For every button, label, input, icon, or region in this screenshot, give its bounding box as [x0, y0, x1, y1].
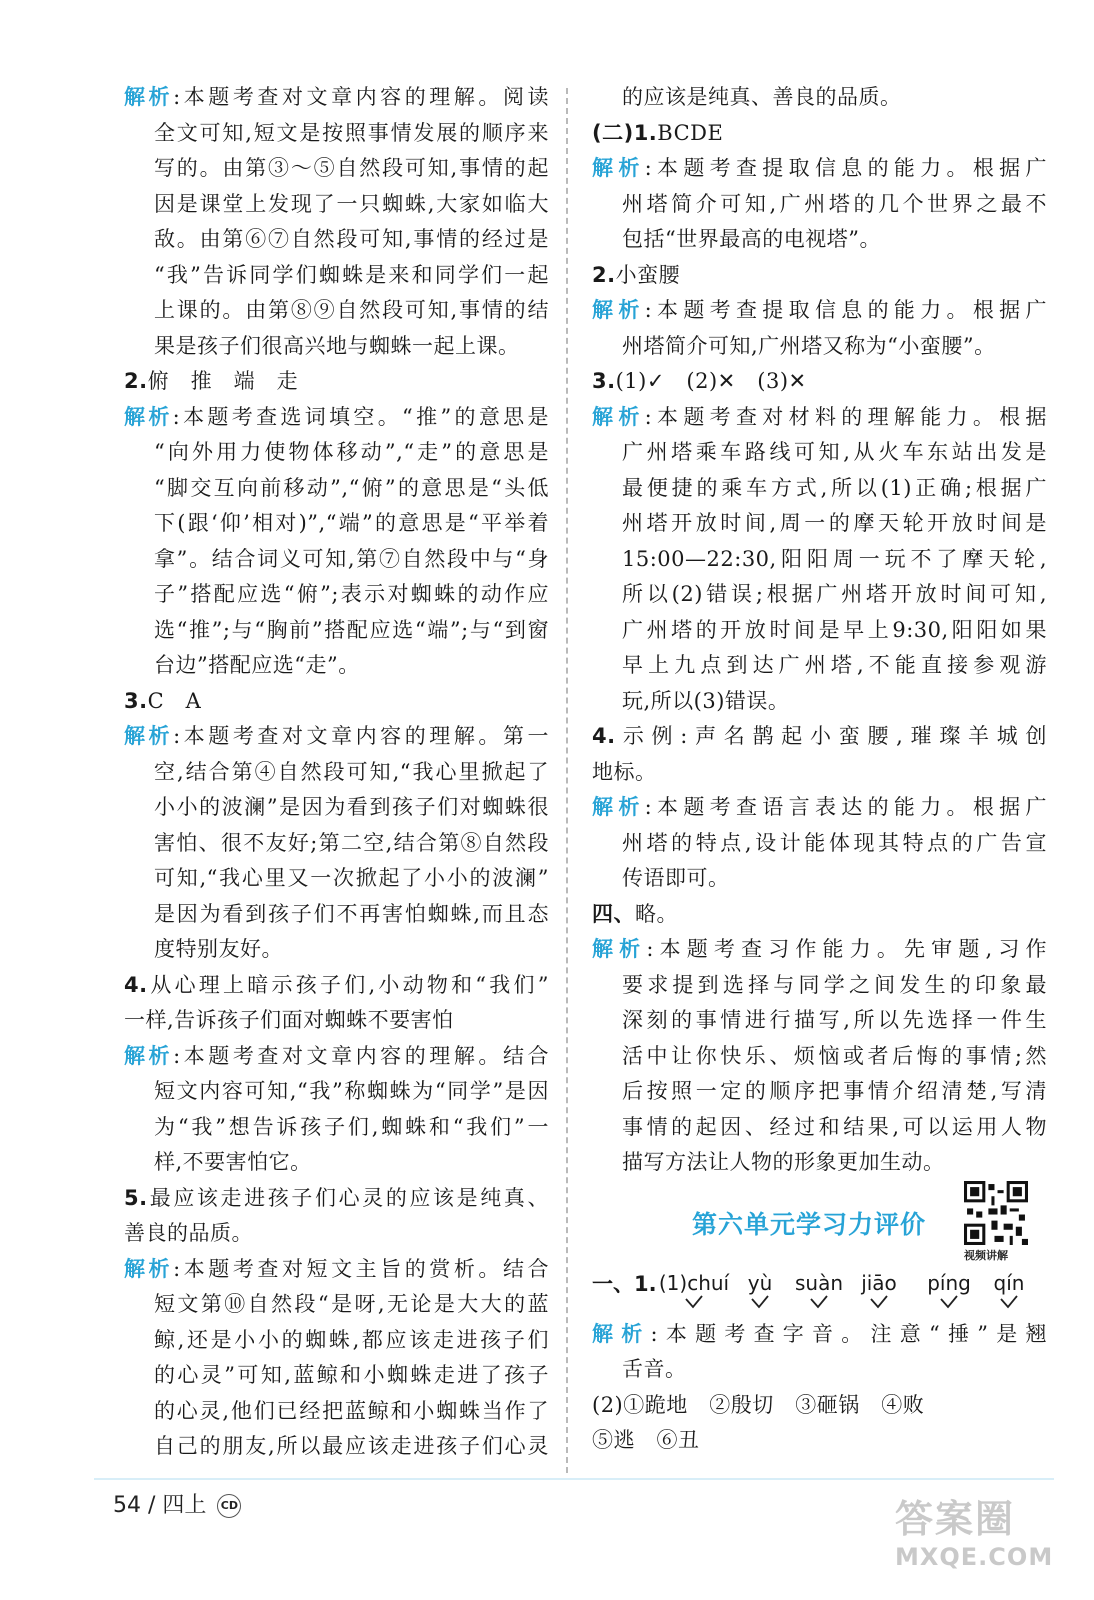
question-number: 2.	[592, 262, 616, 287]
question-number: 4.	[124, 972, 148, 997]
answer-line	[592, 897, 1047, 933]
text-line	[124, 826, 549, 862]
line-text: 上课的。由第⑧⑨自然段可知,事情的结	[154, 298, 549, 322]
analysis-line	[592, 1317, 1047, 1353]
line-text: 州塔开放时间,周一的摩天轮开放时间是	[622, 511, 1047, 535]
line-text: (1)✓ (2)✕ (3)✕	[615, 369, 807, 393]
question-number: 四、	[592, 901, 635, 926]
question-number: 2.	[124, 369, 148, 393]
line-text: 要求提到选择与同学之间发生的印象最	[622, 972, 1047, 997]
line-text: :本题考查对文章内容的理解。第一	[173, 724, 549, 748]
right-column	[592, 80, 1047, 1459]
text-line	[592, 222, 1047, 258]
watermark	[895, 1488, 1065, 1588]
analysis-tag: 解析	[124, 404, 173, 429]
text-line	[592, 861, 1047, 897]
line-text: 可知,“我心里又一次掀起了小小的波澜”	[154, 866, 549, 890]
analysis-line	[124, 1252, 549, 1288]
text-line	[124, 293, 549, 329]
text-line	[124, 471, 549, 507]
right-column-part-a	[592, 80, 1047, 1181]
analysis-tag: 解析	[592, 1321, 651, 1346]
text-line	[124, 790, 549, 826]
unit-title: 第六单元学习力评价	[692, 1209, 927, 1239]
line-text: 台边”搭配应选“走”。	[154, 653, 360, 677]
line-text: 短文内容可知,“我”称蜘蛛为“同学”是因	[154, 1079, 549, 1103]
text-line	[592, 613, 1047, 649]
right-column-part-b	[592, 1317, 1047, 1459]
text-line	[124, 755, 549, 791]
text-line	[124, 1216, 549, 1252]
line-text: 的心灵,他们已经把蓝鲸和小蜘蛛当作了	[154, 1398, 549, 1423]
line-text: :本题考查对短文主旨的赏析。结合	[173, 1256, 549, 1281]
line-text: “向外用力使物体移动”,“走”的意思是	[154, 440, 549, 464]
line-text: 是因为看到孩子们不再害怕蜘蛛,而且态	[154, 901, 549, 926]
analysis-line	[592, 790, 1047, 826]
line-text: 略。	[635, 901, 678, 926]
answer-line	[124, 968, 549, 1004]
check-mark-icon	[683, 1295, 705, 1309]
text-line	[124, 613, 549, 649]
answer-line	[592, 719, 1047, 755]
pinyin-text: píng	[927, 1270, 971, 1295]
line-text: 描写方法让人物的形象更加生动。	[622, 1150, 945, 1174]
question-number: 5.	[124, 1185, 148, 1210]
text-line	[124, 1358, 549, 1394]
line-text: 从心理上暗示孩子们,小动物和“我们”	[147, 972, 549, 997]
line-text: :本题考查对文章内容的理解。阅读	[173, 85, 549, 109]
line-text: 样,不要害怕它。	[154, 1150, 312, 1174]
line-text: “脚交互向前移动”,“俯”的意思是“头低	[154, 475, 549, 500]
line-text: 拿”。结合词义可知,第⑦自然段中与“身	[154, 546, 549, 571]
text-line	[124, 329, 549, 365]
analysis-line	[124, 400, 549, 436]
text-line	[592, 755, 1047, 791]
text-line	[592, 968, 1047, 1004]
text-line	[124, 222, 549, 258]
text-line	[124, 258, 549, 294]
text-line	[592, 1145, 1047, 1181]
line-text: 舌音。	[622, 1357, 687, 1381]
pinyin-item	[742, 1271, 778, 1309]
text-line	[592, 187, 1047, 223]
text-line	[592, 1388, 1047, 1424]
line-text: 广州塔的开放时间是早上9:30,阳阳如果	[622, 617, 1047, 642]
line-text: 因是课堂上发现了一只蜘蛛,大家如临大	[154, 191, 549, 216]
text-line	[124, 1394, 549, 1430]
text-line	[124, 577, 549, 613]
pinyin-text: (1)chuí	[658, 1270, 730, 1295]
line-text: 的心灵”可知,蓝鲸和小蜘蛛走进了孩子	[154, 1363, 549, 1387]
text-line	[592, 826, 1047, 862]
text-line	[592, 1074, 1047, 1110]
text-line	[124, 506, 549, 542]
check-mark-icon	[938, 1295, 960, 1309]
text-line	[592, 577, 1047, 613]
line-text: 空,结合第④自然段可知,“我心里掀起了	[154, 759, 549, 784]
text-line	[592, 471, 1047, 507]
check-mark-icon	[749, 1295, 771, 1309]
text-line	[124, 435, 549, 471]
line-text: 早上九点到达广州塔,不能直接参观游	[622, 653, 1047, 677]
line-text: 深刻的事情进行描写,所以先选择一件生	[622, 1008, 1047, 1032]
pinyin-item	[854, 1271, 904, 1309]
question-number: 4.	[592, 724, 616, 748]
text-line	[592, 80, 1047, 116]
line-text: “我”告诉同学们蜘蛛是来和同学们一起	[154, 262, 549, 287]
line-text: 全文可知,短文是按照事情发展的顺序来	[154, 120, 549, 145]
analysis-tag: 解析	[592, 937, 647, 961]
line-text: :本题考查习作能力。先审题,习作	[646, 937, 1048, 961]
check-mark-icon	[808, 1295, 830, 1309]
text-line	[592, 329, 1047, 365]
question-number: 一、1.	[592, 1271, 657, 1296]
line-text: 州塔简介可知,广州塔的几个世界之最不	[622, 191, 1047, 216]
line-text: 善良的品质。	[124, 1221, 253, 1245]
line-text: 为“我”想告诉孩子们,蜘蛛和“我们”一	[154, 1114, 549, 1139]
analysis-tag: 解析	[592, 795, 645, 819]
text-line	[124, 1003, 549, 1039]
line-text: 最应该走进孩子们心灵的应该是纯真、	[147, 1185, 549, 1210]
page-number	[113, 1488, 241, 1519]
pinyin-text: jiāo	[861, 1270, 897, 1295]
line-text: 广州塔乘车路线可知,从火车东站出发是	[622, 440, 1047, 464]
qr-label: 视频讲解	[964, 1248, 1008, 1262]
edition-badge: CD	[217, 1494, 241, 1518]
line-text: :本题考查字音。注意“捶”是翘	[650, 1321, 1048, 1346]
text-line	[124, 932, 549, 968]
line-text: 自己的朋友,所以最应该走进孩子们心灵	[154, 1434, 549, 1458]
question-number: 3.	[124, 688, 148, 713]
line-text: 事情的起因、经过和结果,可以运用人物	[622, 1114, 1047, 1139]
line-text: 示例:声名鹊起小蛮腰,璀璨羊城创	[615, 724, 1047, 748]
analysis-tag: 解析	[592, 404, 645, 429]
line-text: BCDE	[657, 120, 724, 145]
qr-code-icon[interactable]	[964, 1181, 1028, 1245]
line-text: (2)①跪地 ②殷切 ③砸锅 ④败	[592, 1392, 925, 1417]
line-text: 俯 推 端 走	[147, 369, 299, 393]
unit-header	[592, 1181, 1047, 1271]
line-text: :本题考查提取信息的能力。根据广	[644, 156, 1047, 180]
watermark-logo: 答案圈	[895, 1497, 1016, 1541]
text-line	[124, 861, 549, 897]
line-text: 小蛮腰	[615, 262, 681, 287]
line-text: :本题考查对材料的理解能力。根据	[644, 404, 1047, 429]
text-line	[592, 542, 1047, 578]
analysis-line	[592, 293, 1047, 329]
line-text: 选“推”;与“胸前”搭配应选“端”;与“到窗	[154, 617, 549, 642]
answer-line	[124, 684, 549, 720]
pinyin-text: suàn	[794, 1270, 844, 1295]
line-text: 害怕、很不友好;第二空,结合第⑧自然段	[154, 830, 549, 855]
pinyin-text: qín	[993, 1270, 1025, 1295]
line-text: ⑤逃 ⑥丑	[592, 1428, 700, 1452]
text-line	[592, 1003, 1047, 1039]
line-text: 所以(2)错误;根据广州塔开放时间可知,	[622, 582, 1047, 606]
pinyin-item	[922, 1271, 976, 1309]
answer-line	[592, 116, 1047, 152]
text-line	[592, 1110, 1047, 1146]
text-line	[124, 187, 549, 223]
analysis-tag: 解析	[124, 724, 174, 748]
line-text: 鲸,还是小小的蜘蛛,都应该走进孩子们	[154, 1327, 549, 1352]
analysis-line	[124, 719, 549, 755]
text-line	[592, 684, 1047, 720]
pinyin-text: yù	[747, 1270, 773, 1295]
line-text: :本题考查对文章内容的理解。结合	[173, 1043, 549, 1068]
watermark-url: MXQE.COM	[895, 1543, 1054, 1571]
analysis-line	[124, 80, 549, 116]
text-line	[124, 648, 549, 684]
line-text: 下(跟‘仰’相对)”,“端”的意思是“平举着	[154, 511, 549, 535]
text-line	[124, 1287, 549, 1323]
line-text: 活中让你快乐、烦恼或者后悔的事情;然	[622, 1043, 1047, 1068]
line-text: 州塔简介可知,广州塔又称为“小蛮腰”。	[622, 333, 996, 358]
line-text: 的应该是纯真、善良的品质。	[622, 85, 902, 109]
text-line	[124, 151, 549, 187]
line-text: 最便捷的乘车方式,所以(1)正确;根据广	[622, 475, 1047, 500]
line-text: 15:00—22:30,阳阳周一玩不了摩天轮,	[622, 546, 1047, 571]
answer-line	[124, 1181, 549, 1217]
line-text: 小小的波澜”是因为看到孩子们对蜘蛛很	[154, 795, 549, 819]
text-line	[124, 1110, 549, 1146]
line-text: 传语即可。	[622, 866, 730, 890]
analysis-tag: 解析	[124, 85, 174, 109]
check-mark-icon	[868, 1295, 890, 1309]
analysis-line	[592, 932, 1047, 968]
text-line	[592, 506, 1047, 542]
line-text: 写的。由第③～⑤自然段可知,事情的起	[154, 156, 549, 180]
line-text: 短文第⑩自然段“是呀,无论是大大的蓝	[154, 1292, 549, 1316]
pinyin-item	[986, 1271, 1032, 1309]
analysis-tag: 解析	[124, 1043, 174, 1068]
check-mark-icon	[998, 1295, 1020, 1309]
text-line	[124, 542, 549, 578]
left-column	[124, 80, 549, 1465]
text-line	[592, 1352, 1047, 1388]
line-text: 玩,所以(3)错误。	[622, 688, 790, 713]
analysis-tag: 解析	[124, 1256, 174, 1281]
line-text: 后按照一定的顺序把事情介绍清楚,写清	[622, 1079, 1047, 1103]
line-text: C A	[147, 688, 202, 713]
line-text: 敌。由第⑥⑦自然段可知,事情的经过是	[154, 227, 549, 251]
analysis-tag: 解析	[592, 156, 645, 180]
answer-line	[124, 364, 549, 400]
text-line	[592, 1423, 1047, 1459]
pinyin-item	[654, 1271, 734, 1309]
analysis-line	[124, 1039, 549, 1075]
text-line	[124, 1145, 549, 1181]
line-text: 包括“世界最高的电视塔”。	[622, 227, 881, 251]
line-text: 子”搭配应选“俯”;表示对蜘蛛的动作应	[154, 582, 549, 606]
line-text: :本题考查提取信息的能力。根据广	[644, 298, 1047, 322]
text-line	[124, 116, 549, 152]
text-line	[124, 1074, 549, 1110]
line-text: :本题考查选词填空。“推”的意思是	[172, 404, 550, 429]
text-line	[124, 1429, 549, 1465]
text-line	[124, 1323, 549, 1359]
analysis-line	[592, 151, 1047, 187]
text-line	[592, 1039, 1047, 1075]
answer-line	[592, 364, 1047, 400]
analysis-tag: 解析	[592, 298, 645, 322]
line-text: 果是孩子们很高兴地与蜘蛛一起上课。	[154, 333, 520, 358]
text-line	[124, 897, 549, 933]
line-text: 一样,告诉孩子们面对蜘蛛不要害怕	[124, 1008, 454, 1032]
pinyin-answer-line	[592, 1271, 1047, 1317]
line-text: 度特别友好。	[154, 937, 283, 961]
column-divider	[566, 88, 568, 1473]
question-number: 3.	[592, 369, 616, 393]
pinyin-item	[792, 1271, 846, 1309]
line-text: 州塔的特点,设计能体现其特点的广告宣	[622, 830, 1047, 855]
line-text: :本题考查语言表达的能力。根据广	[644, 795, 1047, 819]
line-text: 地标。	[592, 759, 657, 784]
question-number: (二)1.	[592, 120, 658, 145]
analysis-line	[592, 400, 1047, 436]
answer-line	[592, 258, 1047, 294]
page-number-text: 54 / 四上	[113, 1493, 207, 1518]
text-line	[592, 435, 1047, 471]
footer-rule	[94, 1478, 1054, 1480]
text-line	[592, 648, 1047, 684]
